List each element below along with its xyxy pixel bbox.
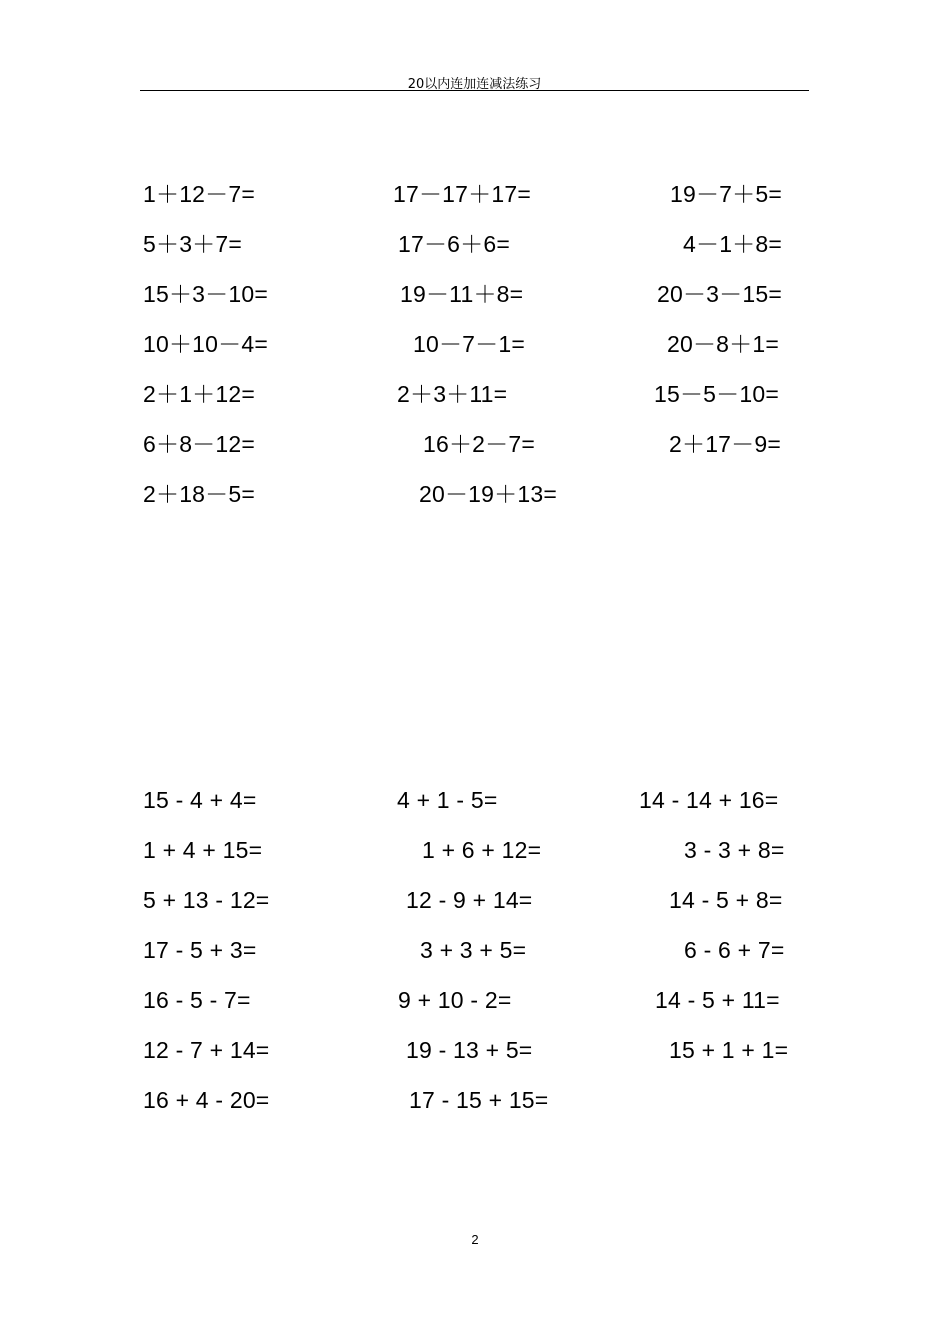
math-problem: 17 - 5 + 3= <box>143 937 257 963</box>
math-problem: 14 - 5 + 8= <box>669 887 783 913</box>
math-problem: 2＋18－5= <box>143 481 255 507</box>
math-problem: 12 - 7 + 14= <box>143 1037 270 1063</box>
math-problem: 16 - 5 - 7= <box>143 987 251 1013</box>
math-problem: 19－7＋5= <box>670 181 782 207</box>
math-problem: 9 + 10 - 2= <box>398 987 512 1013</box>
math-problem: 15 - 4 + 4= <box>143 787 257 813</box>
math-problem: 1 + 6 + 12= <box>422 837 542 863</box>
math-problem: 12 - 9 + 14= <box>406 887 533 913</box>
page-title: 20以内连加连减法练习 <box>407 77 542 92</box>
math-problem: 10＋10－4= <box>143 331 268 357</box>
math-problem: 1 + 4 + 15= <box>143 837 263 863</box>
math-problem: 1＋12－7= <box>143 181 255 207</box>
math-problem: 16 + 4 - 20= <box>143 1087 270 1113</box>
page-number: 2 <box>471 1232 479 1247</box>
math-problem: 14 - 14 + 16= <box>639 787 779 813</box>
math-problem: 19－11＋8= <box>400 281 524 307</box>
math-problem: 10－7－1= <box>413 331 525 357</box>
math-problem: 15－5－10= <box>654 381 779 407</box>
math-problem: 3 - 3 + 8= <box>684 837 785 863</box>
math-problem: 2＋3＋11= <box>397 381 508 407</box>
math-problem: 17 - 15 + 15= <box>409 1087 549 1113</box>
math-problem: 3 + 3 + 5= <box>420 937 527 963</box>
math-problem: 14 - 5 + 11= <box>655 987 780 1013</box>
math-problem: 20－19＋13= <box>419 481 557 507</box>
math-problem: 20－8＋1= <box>667 331 779 357</box>
math-problem: 17－17＋17= <box>393 181 531 207</box>
math-problem: 16＋2－7= <box>423 431 535 457</box>
math-problem: 2＋1＋12= <box>143 381 255 407</box>
math-problem: 6＋8－12= <box>143 431 255 457</box>
math-problem: 15＋3－10= <box>143 281 268 307</box>
math-problem: 17－6＋6= <box>398 231 510 257</box>
math-problem: 20－3－15= <box>657 281 782 307</box>
math-problem: 6 - 6 + 7= <box>684 937 785 963</box>
math-problem: 4 + 1 - 5= <box>397 787 498 813</box>
math-problem: 4－1＋8= <box>683 231 783 257</box>
math-problem: 15 + 1 + 1= <box>669 1037 789 1063</box>
page-header <box>140 70 809 91</box>
math-problem: 5＋3＋7= <box>143 231 243 257</box>
math-problem: 19 - 13 + 5= <box>406 1037 533 1063</box>
math-problem: 2＋17－9= <box>669 431 781 457</box>
math-problem: 5 + 13 - 12= <box>143 887 270 913</box>
